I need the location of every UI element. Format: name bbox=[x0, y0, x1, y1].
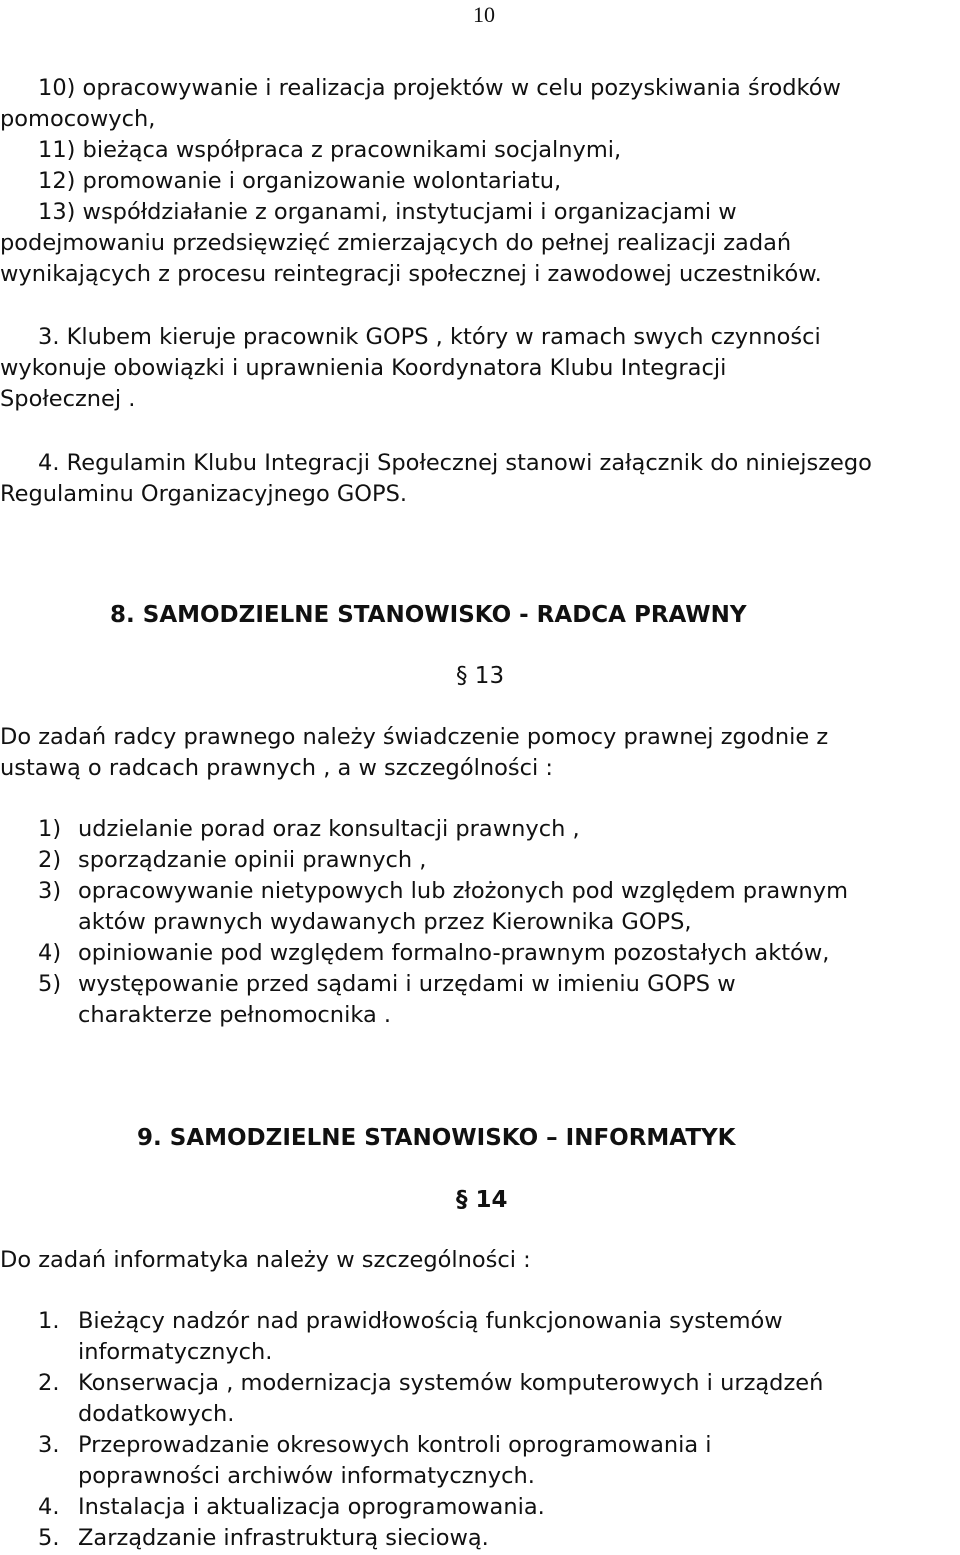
item-text: występowanie przed sądami i urzędami w imieniu GOPS w bbox=[78, 971, 736, 997]
section-9-intro bbox=[0, 1245, 960, 1276]
item-number-spacer bbox=[38, 1399, 78, 1430]
point-3-line-1: 3. Klubem kieruje pracownik GOPS , który w ramach swych czynności bbox=[38, 324, 821, 350]
item-text: Bieżący nadzór nad prawidłowością funkcjonowania systemów bbox=[78, 1308, 783, 1334]
section-9-list bbox=[0, 1306, 960, 1554]
section-9-item-5 bbox=[38, 1523, 960, 1554]
section-8-paragraph-sign: § 13 bbox=[456, 663, 505, 689]
section-9-item-2-cont bbox=[38, 1399, 960, 1430]
point-3-line-2: wykonuje obowiązki i uprawnienia Koordynatora Klubu Integracji bbox=[0, 355, 727, 381]
item-text: sporządzanie opinii prawnych , bbox=[78, 847, 427, 873]
section-9-item-2 bbox=[38, 1368, 960, 1399]
section-8-item-3 bbox=[38, 876, 960, 907]
list-item-10-line-1: 10) opracowywanie i realizacja projektów w celu pozyskiwania środków bbox=[38, 75, 841, 101]
item-number: 4) bbox=[38, 940, 62, 966]
item-number-spacer bbox=[38, 1337, 78, 1368]
section-9-intro-line: Do zadań informatyka należy w szczególności : bbox=[0, 1247, 531, 1273]
section-9-item-1-cont bbox=[38, 1337, 960, 1368]
list-item-13-line-1: 13) współdziałanie z organami, instytucjami i organizacjami w bbox=[38, 199, 737, 225]
section-8-heading: 8. SAMODZIELNE STANOWISKO - RADCA PRAWNY bbox=[110, 602, 747, 628]
list-item-11-text: 11) bieżąca współpraca z pracownikami socjalnymi, bbox=[38, 137, 622, 163]
item-text: dodatkowych. bbox=[78, 1401, 235, 1427]
section-8-intro-line-1: Do zadań radcy prawnego należy świadczenie pomocy prawnej zgodnie z bbox=[0, 724, 829, 750]
section-8-intro bbox=[0, 722, 960, 784]
item-text: informatycznych. bbox=[78, 1339, 273, 1365]
item-text: Przeprowadzanie okresowych kontroli oprogramowania i bbox=[78, 1432, 712, 1458]
item-number: 1) bbox=[38, 816, 62, 842]
section-9-heading: 9. SAMODZIELNE STANOWISKO – INFORMATYK bbox=[137, 1125, 736, 1151]
page-number: 10 bbox=[473, 2, 495, 27]
item-text: poprawności archiwów informatycznych. bbox=[78, 1463, 535, 1489]
list-item-13-line-3: wynikających z procesu reintegracji społecznej i zawodowej uczestników. bbox=[0, 261, 822, 287]
section-8-item-3-cont bbox=[38, 907, 960, 938]
item-text: charakterze pełnomocnika . bbox=[78, 1002, 392, 1028]
section-8-item-1 bbox=[38, 814, 960, 845]
section-8-item-5-cont bbox=[38, 1000, 960, 1031]
point-4 bbox=[0, 448, 960, 510]
list-item-11 bbox=[0, 135, 960, 166]
item-text: aktów prawnych wydawanych przez Kierownika GOPS, bbox=[78, 909, 692, 935]
item-number: 3. bbox=[38, 1432, 60, 1458]
list-item-12-text: 12) promowanie i organizowanie wolontariatu, bbox=[38, 168, 562, 194]
item-text: opiniowanie pod względem formalno-prawnym pozostałych aktów, bbox=[78, 940, 830, 966]
section-8-item-4 bbox=[38, 938, 960, 969]
section-9-item-3 bbox=[38, 1430, 960, 1461]
item-number: 5) bbox=[38, 971, 62, 997]
list-item-13 bbox=[0, 197, 960, 290]
list-item-10 bbox=[0, 73, 960, 135]
item-number: 2. bbox=[38, 1370, 60, 1396]
item-number: 5. bbox=[38, 1525, 60, 1551]
section-8-item-2 bbox=[38, 845, 960, 876]
item-text: opracowywanie nietypowych lub złożonych pod względem prawnym bbox=[78, 878, 849, 904]
item-number: 3) bbox=[38, 878, 62, 904]
list-item-13-line-2: podejmowaniu przedsięwzięć zmierzających do pełnej realizacji zadań bbox=[0, 230, 792, 256]
item-text: Zarządzanie infrastrukturą sieciową. bbox=[78, 1525, 489, 1551]
item-number-spacer bbox=[38, 1461, 78, 1492]
section-9-item-1 bbox=[38, 1306, 960, 1337]
section-8-item-5 bbox=[38, 969, 960, 1000]
item-number-spacer bbox=[38, 907, 78, 938]
section-9-paragraph-sign: § 14 bbox=[456, 1187, 508, 1213]
item-number: 4. bbox=[38, 1494, 60, 1520]
item-text: Instalacja i aktualizacja oprogramowania. bbox=[78, 1494, 545, 1520]
list-item-12 bbox=[0, 166, 960, 197]
section-9-item-3-cont bbox=[38, 1461, 960, 1492]
point-3-line-3: Społecznej . bbox=[0, 386, 136, 412]
item-text: udzielanie porad oraz konsultacji prawnych , bbox=[78, 816, 580, 842]
point-3 bbox=[0, 322, 960, 415]
point-4-line-1: 4. Regulamin Klubu Integracji Społecznej stanowi załącznik do niniejszego bbox=[38, 450, 872, 476]
point-4-line-2: Regulaminu Organizacyjnego GOPS. bbox=[0, 481, 408, 507]
item-number-spacer bbox=[38, 1000, 78, 1031]
item-text: Konserwacja , modernizacja systemów komputerowych i urządzeń bbox=[78, 1370, 824, 1396]
section-8-intro-line-2: ustawą o radcach prawnych , a w szczególności : bbox=[0, 755, 553, 781]
item-number: 1. bbox=[38, 1308, 60, 1334]
item-number: 2) bbox=[38, 847, 62, 873]
list-item-10-line-2: pomocowych, bbox=[0, 106, 156, 132]
section-9-item-4 bbox=[38, 1492, 960, 1523]
section-8-list bbox=[0, 814, 960, 1031]
